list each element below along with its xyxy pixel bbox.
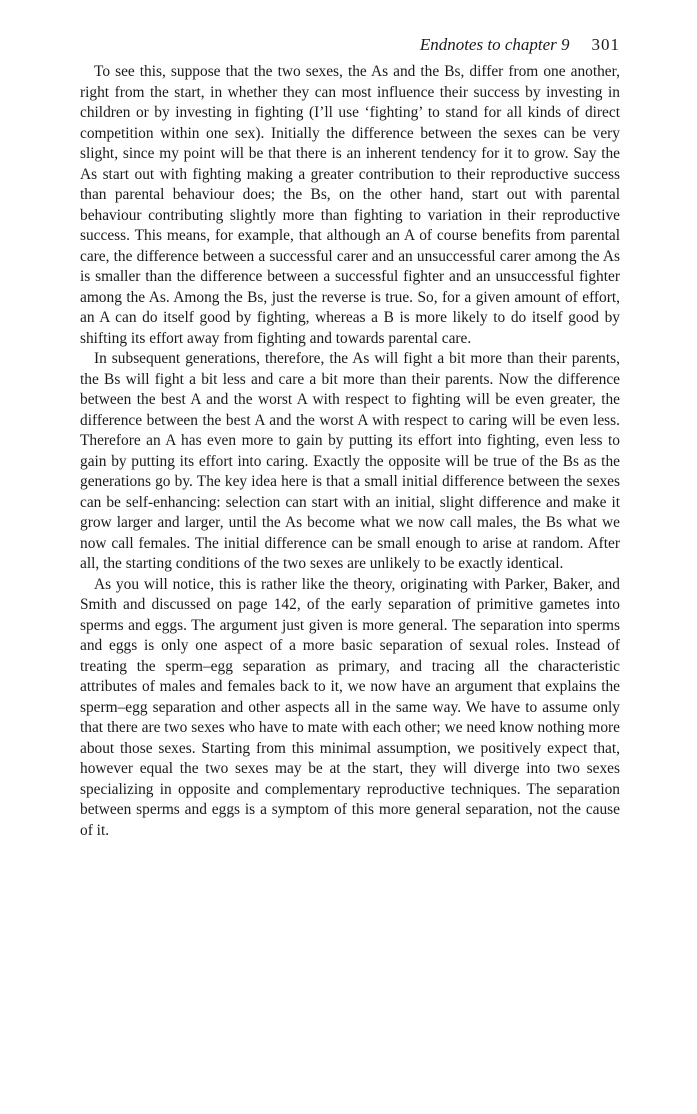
page-number: 301 bbox=[591, 35, 620, 54]
paragraph-1: To see this, suppose that the two sexes, the As and the Bs, differ from one another, right from the start, in whether they can most influence their success by investing in children or by investing in fighting (I’ll use ‘fighting’ to stand for all kinds of direct competition within one sex). Initially the difference between the sexes can be very slight, since my point will be that there is an inherent tendency for it to grow. Say the As start out with fighting making a greater contribution to their reproductive success than parental behaviour does; the Bs, on the other hand, start out with parental behaviour contributing slightly more than fighting to variation in their reproductive success. This means, for example, that although an A of course benefits from parental care, the difference between a successful carer and an unsuccessful carer among the As is smaller than the difference between a successful fighter and an unsuccessful fighter among the As. Among the Bs, just the reverse is true. So, for a given amount of effort, an A can do itself good by fighting, whereas a B is more likely to do itself good by shifting its effort away from fighting and towards parental care. bbox=[80, 63, 620, 347]
body-text bbox=[80, 62, 620, 841]
running-head bbox=[80, 34, 620, 56]
paragraph-2: In subsequent generations, therefore, the As will fight a bit more than their parents, the Bs will fight a bit less and care a bit more than their parents. Now the difference between the best A and the worst A with respect to fighting will be even greater, the difference between the best A and the worst A with respect to caring will be even less. Therefore an A has even more to gain by putting its effort into fighting, even less to gain by putting its effort into caring. Exactly the opposite will be true of the Bs as the generations go by. The key idea here is that a small initial difference between the sexes can be self-enhancing: selection can start with an initial, slight difference and make it grow larger and larger, until the As become what we now call males, the Bs what we now call females. The initial difference can be small enough to arise at random. After all, the starting conditions of the two sexes are unlikely to be exactly identical. bbox=[80, 350, 620, 572]
paragraph-3: As you will notice, this is rather like the theory, originating with Parker, Baker, and Smith and discussed on page 142, of the early separation of primitive gametes into sperms and eggs. The argument just given is more general. The separation into sperms and eggs is only one aspect of a more basic separation of sexual roles. Instead of treating the sperm–egg separation as primary, and tracing all the characteristic attributes of males and females back to it, we now have an argument that explains the sperm–egg separation and other aspects all in the same way. We have to assume only that there are two sexes who have to mate with each other; we need know nothing more about those sexes. Starting from this minimal assumption, we positively expect that, however equal the two sexes may be at the start, they will diverge into two sexes specializing in opposite and complementary reproductive techniques. The separation between sperms and eggs is a symptom of this more general separation, not the cause of it. bbox=[80, 575, 620, 839]
book-page bbox=[80, 34, 620, 841]
chapter-title: Endnotes to chapter 9 bbox=[419, 35, 570, 54]
